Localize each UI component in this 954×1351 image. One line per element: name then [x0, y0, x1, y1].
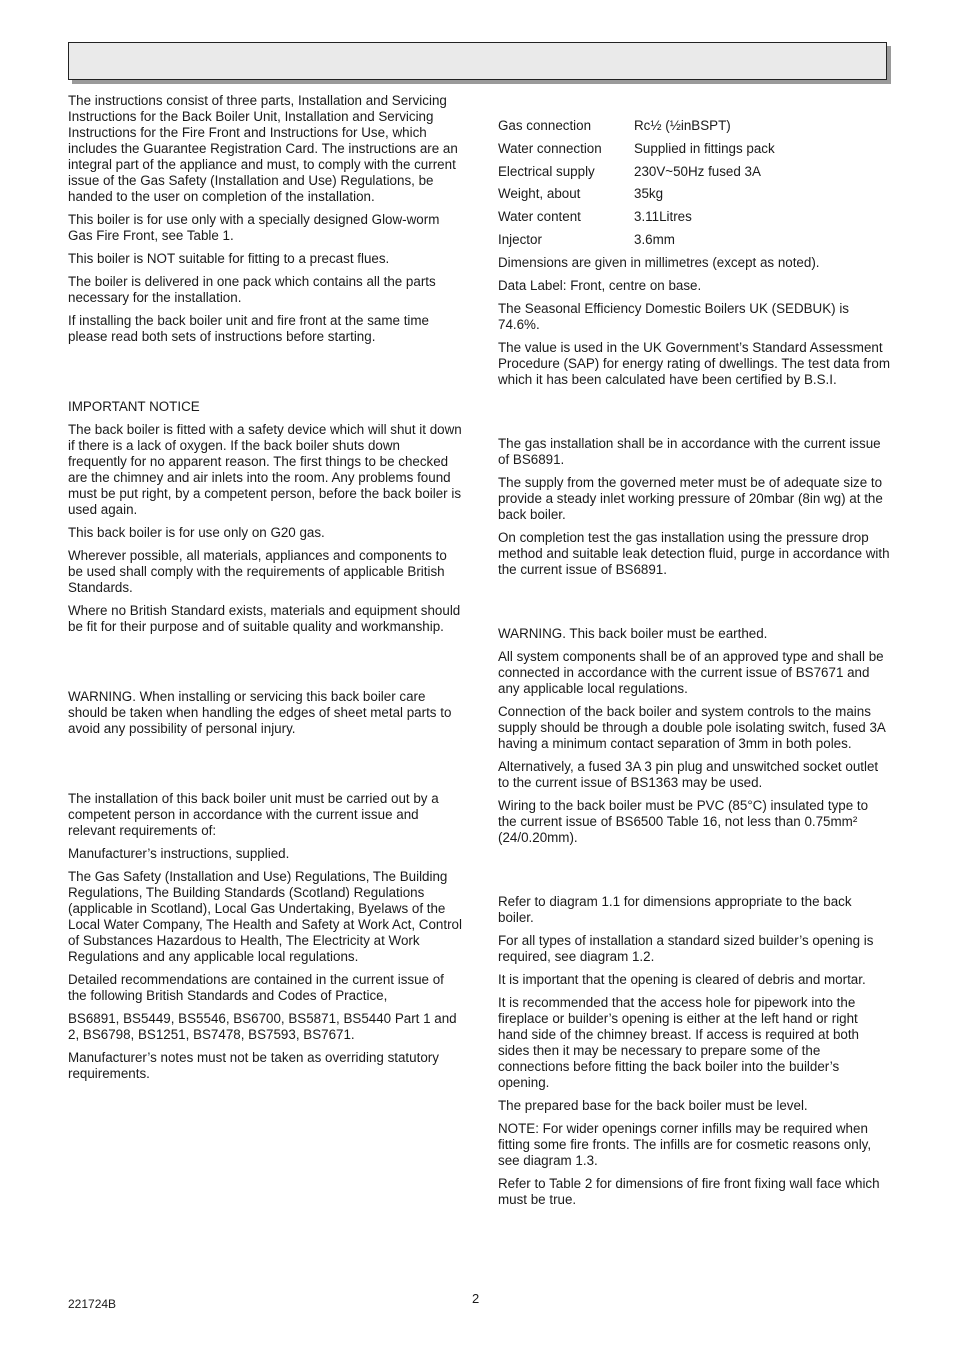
paragraph: Wherever possible, all materials, appliances and components to be used shall comply with the requirements of applicable British Standards.: [68, 548, 447, 595]
paragraph: On completion test the gas installation using the pressure drop method and suitable leak detection fluid, purge in accordance with the current issue of BS6891.: [498, 529, 890, 577]
paragraph: Manufacturer’s instructions, supplied.: [68, 846, 290, 861]
intro-section: [68, 93, 462, 345]
paragraph: Data Label: Front, centre on base.: [498, 277, 702, 293]
paragraph: Dimensions are given in millimetres (except as noted).: [498, 254, 820, 270]
site-requirements-section: [498, 894, 890, 1208]
gas-supply-section: [498, 436, 890, 578]
paragraph: The supply from the governed meter must be of adequate size to provide a steady inlet working pressure of 20mbar (8in wg) at the back boiler.: [498, 474, 883, 522]
paragraph: WARNING. This back boiler must be earthed.: [498, 625, 768, 641]
paragraph: Wiring to the back boiler must be PVC (85°C) insulated type to the current issue of BS6500 Table 16, not less than 0.75mm² (24/0.20mm).: [498, 797, 869, 845]
spec-value: Supplied in fittings pack: [634, 140, 775, 156]
spec-value: 230V~50Hz fused 3A: [634, 163, 761, 179]
paragraph: The boiler is delivered in one pack which contains all the parts necessary for the installation.: [68, 274, 436, 305]
spacer: [68, 642, 462, 689]
paragraph: The prepared base for the back boiler must be level.: [498, 1097, 808, 1113]
paragraph: This boiler is for use only with a specially designed Glow-worm Gas Fire Front, see Table 1.: [68, 212, 440, 243]
paragraph: It is recommended that the access hole for pipework into the fireplace or builder’s opening is either at the left hand or right hand side of the chimney breast. If access is required at both sides then it may be necessary to prepare some of the connections before fitting the back boiler into the builder’s opening.: [498, 994, 860, 1090]
paragraph: Alternatively, a fused 3A 3 pin plug and unswitched socket outlet to the current issue of BS1363 may be used.: [498, 758, 879, 790]
paragraph: NOTE: For wider openings corner infills may be required when fitting some fire fronts. The infills are for cosmetic reasons only, see diagram 1.3.: [498, 1120, 872, 1168]
data-section: [498, 255, 890, 388]
electrical-section: [498, 626, 890, 846]
paragraph: The gas installation shall be in accordance with the current issue of BS6891.: [498, 435, 881, 467]
spec-row: [498, 141, 775, 164]
spec-row: [498, 209, 775, 232]
paragraph: Where no British Standard exists, materials and equipment should be fit for their purpose and of suitable quality and workmanship.: [68, 603, 461, 634]
paragraph: Connection of the back boiler and system controls to the mains supply should be through a double pole isolating switch, fused 3A having a minimum contact separation of 3mm in both poles.: [498, 703, 886, 751]
page-number: 2: [472, 1291, 480, 1306]
paragraph: BS6891, BS5449, BS5546, BS6700, BS5871, BS5440 Part 1 and 2, BS6798, BS1251, BS7478, BS7593, BS7671.: [68, 1011, 457, 1042]
spec-label: Weight, about: [498, 186, 581, 202]
regulations-section: [68, 791, 462, 1082]
spacer: [68, 352, 462, 399]
notice-heading: IMPORTANT NOTICE: [68, 399, 200, 414]
paragraph: If installing the back boiler unit and fire front at the same time please read both sets of instructions before starting.: [68, 313, 429, 344]
paragraph: The back boiler is fitted with a safety device which will shut it down if there is a lack of oxygen. If the back boiler shuts down frequently for no apparent reason. The first things to be checked are the chimney and air inlets into the room. Any problems found must be put right, by a competent person, before the back boiler is used again.: [68, 422, 462, 517]
paragraph: The instructions consist of three parts, Installation and Servicing Instructions for the Back Boiler Unit, Installation and Servicing Instructions for the Fire Front and Instructions for Use, which includes the Guarantee Registration Card. The instructions are an integral part of the appliance and must, to comply with the current issue of the Gas Safety (Installation and Use) Regulations, be handed to the user on completion of the installation.: [68, 93, 458, 204]
paragraph: The Seasonal Efficiency Domestic Boilers UK (SEDBUK) is 74.6%.: [498, 300, 850, 332]
spacer: [68, 744, 462, 791]
section-header-bar: [68, 42, 887, 80]
spec-row: [498, 232, 775, 255]
paragraph: The value is used in the UK Government’s Standard Assessment Procedure (SAP) for energy rating of dwellings. The test data from which it has been calculated have been certified by B.S.I.: [498, 339, 890, 387]
spec-row: [498, 186, 775, 209]
spec-table: [498, 118, 775, 255]
spec-row: [498, 118, 775, 141]
paragraph: Manufacturer’s notes must not be taken as overriding statutory requirements.: [68, 1050, 439, 1081]
paragraph: The Gas Safety (Installation and Use) Regulations, The Building Regulations, The Building Standards (Scotland) Regulations (applicable in Scotland), Local Gas Undertaking, Byelaws of the Local Water Company, The Health and Safety at Work Act, Control of Substances Hazardous to Health, The Electricity at Work Regulations and any applicable local regulations.: [68, 869, 462, 964]
notice-section: [68, 399, 462, 635]
document-code: 221724B: [68, 1297, 117, 1311]
spec-label: Water content: [498, 209, 581, 225]
paragraph: For all types of installation a standard sized builder’s opening is required, see diagram 1.2.: [498, 932, 874, 964]
spacer: [498, 853, 890, 894]
paragraph: The installation of this back boiler unit must be carried out by a competent person in accordance with the current issue and relevant requirements of:: [68, 791, 439, 838]
paragraph: This back boiler is for use only on G20 gas.: [68, 525, 325, 540]
paragraph: Refer to Table 2 for dimensions of fire front fixing wall face which must be true.: [498, 1175, 880, 1207]
warning-section: [68, 689, 462, 737]
spec-row: [498, 164, 775, 187]
left-column: [68, 93, 462, 1089]
spacer: [498, 585, 890, 626]
paragraph: Detailed recommendations are contained in the current issue of the following British Standards and Codes of Practice,: [68, 972, 444, 1003]
spec-value: 3.11Litres: [634, 209, 692, 225]
paragraph: It is important that the opening is cleared of debris and mortar.: [498, 971, 866, 987]
spacer: [498, 395, 890, 436]
paragraph: All system components shall be of an approved type and shall be connected in accordance with the current issue of BS7671 and any applicable local regulations.: [498, 648, 884, 696]
paragraph: Refer to diagram 1.1 for dimensions appropriate to the back boiler.: [498, 893, 852, 925]
spec-value: Rc½ (½inBSPT): [634, 118, 731, 133]
spec-value: 35kg: [634, 186, 664, 202]
spec-label: Gas connection: [498, 118, 592, 133]
right-column: [498, 118, 890, 1215]
paragraph: WARNING. When installing or servicing this back boiler care should be taken when handling the edges of sheet metal parts to avoid any possibility of personal injury.: [68, 689, 452, 736]
spec-label: Injector: [498, 231, 542, 247]
paragraph: This boiler is NOT suitable for fitting to a precast flues.: [68, 251, 390, 266]
spec-label: Water connection: [498, 140, 602, 156]
spec-label: Electrical supply: [498, 163, 595, 179]
spec-value: 3.6mm: [634, 231, 675, 247]
